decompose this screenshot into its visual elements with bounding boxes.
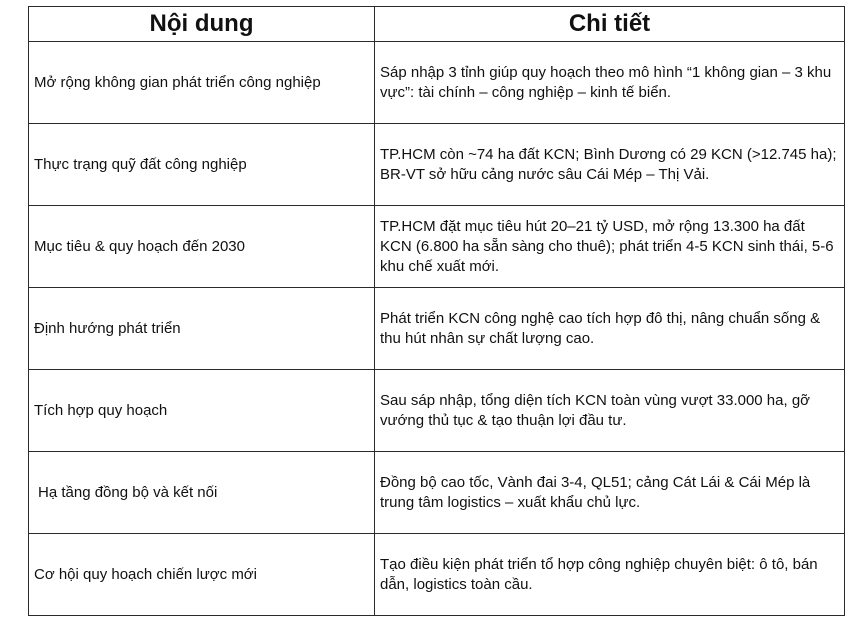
- table-row: [29, 206, 845, 288]
- row-detail: Tạo điều kiện phát triển tổ hợp công nghiệp chuyên biệt: ô tô, bán dẫn, logistics toàn cầu.: [375, 534, 845, 616]
- table-header-row: [29, 7, 845, 42]
- row-label: Định hướng phát triển: [29, 288, 375, 370]
- row-detail: TP.HCM còn ~74 ha đất KCN; Bình Dương có 29 KCN (>12.745 ha); BR-VT sở hữu cảng nước sâu Cái Mép – Thị Vải.: [375, 124, 845, 206]
- table-row: [29, 534, 845, 616]
- header-detail: Chi tiết: [375, 7, 845, 42]
- table-row: [29, 124, 845, 206]
- info-table: [28, 6, 845, 616]
- table-row: [29, 452, 845, 534]
- row-label: Cơ hội quy hoạch chiến lược mới: [29, 534, 375, 616]
- row-detail: TP.HCM đặt mục tiêu hút 20–21 tỷ USD, mở rộng 13.300 ha đất KCN (6.800 ha sẵn sàng cho thuê); phát triển 4-5 KCN sinh thái, 5-6 khu chế xuất mới.: [375, 206, 845, 288]
- row-label: Hạ tầng đồng bộ và kết nối: [29, 452, 375, 534]
- row-label: Mục tiêu & quy hoạch đến 2030: [29, 206, 375, 288]
- table-row: [29, 288, 845, 370]
- row-label: Mở rộng không gian phát triển công nghiệp: [29, 42, 375, 124]
- row-label: Thực trạng quỹ đất công nghiệp: [29, 124, 375, 206]
- row-detail: Phát triển KCN công nghệ cao tích hợp đô thị, nâng chuẩn sống & thu hút nhân sự chất lượng cao.: [375, 288, 845, 370]
- row-label: Tích hợp quy hoạch: [29, 370, 375, 452]
- row-detail: Sau sáp nhập, tổng diện tích KCN toàn vùng vượt 33.000 ha, gỡ vướng thủ tục & tạo thuận lợi đầu tư.: [375, 370, 845, 452]
- header-content: Nội dung: [29, 7, 375, 42]
- row-detail: Sáp nhập 3 tỉnh giúp quy hoạch theo mô hình “1 không gian – 3 khu vực”: tài chính – công nghiệp – kinh tế biển.: [375, 42, 845, 124]
- table-row: [29, 42, 845, 124]
- table-row: [29, 370, 845, 452]
- row-detail: Đồng bộ cao tốc, Vành đai 3-4, QL51; cảng Cát Lái & Cái Mép là trung tâm logistics – xuất khẩu chủ lực.: [375, 452, 845, 534]
